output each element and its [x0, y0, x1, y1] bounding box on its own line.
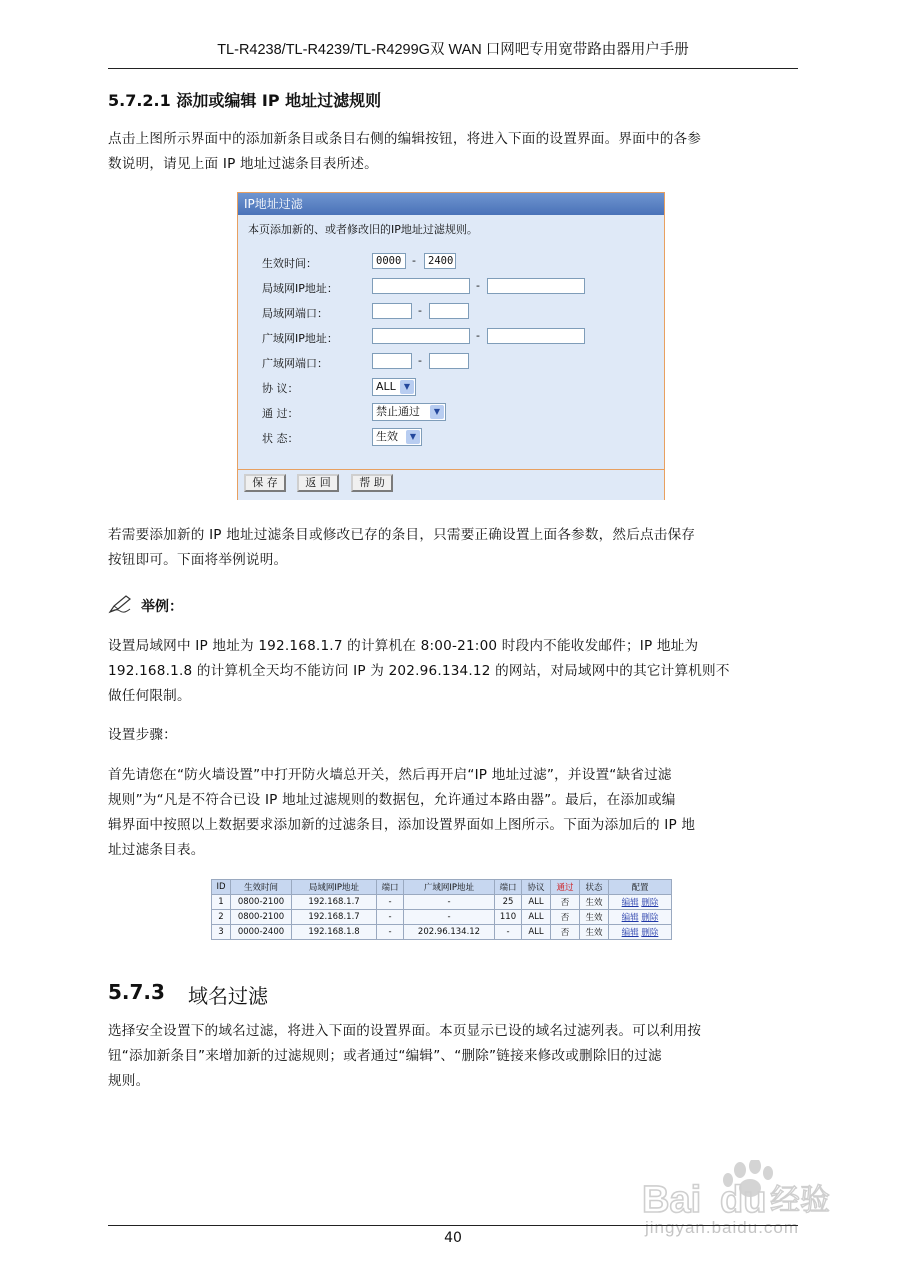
paragraph-line: 辑界面中按照以上数据要求添加新的过滤条目，添加设置界面如上图所示。下面为添加后的 IP 地	[108, 817, 696, 833]
cell-protocol: ALL	[522, 895, 551, 910]
paragraph-line: 钮“添加新条目”来增加新的过滤规则；或者通过“编辑”、“删除”链接来修改或删除旧的过滤	[108, 1048, 662, 1064]
col-protocol: 协议	[522, 880, 551, 895]
col-wan-port: 端口	[495, 880, 522, 895]
chevron-down-icon[interactable]: ▼	[400, 380, 414, 394]
lan-port-label: 局域网端口：	[262, 307, 328, 320]
section2-paragraph	[108, 1019, 798, 1094]
col-config: 配置	[609, 880, 672, 895]
paragraph-line: 做任何限制。	[108, 688, 191, 704]
cell-status: 生效	[580, 895, 609, 910]
svg-text:du: du	[720, 1179, 767, 1221]
paragraph-line: 若需要添加新的 IP 地址过滤条目或修改已存的条目，只需要正确设置上面各参数，然后点击保存	[108, 527, 696, 543]
svg-text:经验: 经验	[770, 1183, 830, 1218]
pen-icon	[108, 594, 132, 614]
col-id: ID	[212, 880, 231, 895]
cell-config	[609, 910, 672, 925]
cell-id: 1	[212, 895, 231, 910]
pass-value: 禁止通过	[376, 405, 420, 418]
form-title: IP地址过滤	[238, 193, 664, 215]
wan-ip-end-input[interactable]	[487, 328, 585, 344]
wan-port-start-input[interactable]	[372, 353, 412, 369]
cell-config	[609, 925, 672, 940]
edit-link[interactable]: 编辑	[621, 913, 639, 923]
paragraph-line: 首先请您在“防火墙设置”中打开防火墙总开关，然后再开启“IP 地址过滤”，并设置“缺省过滤	[108, 767, 672, 783]
intro-line: 数说明，请见上面 IP 地址过滤条目表所述。	[108, 156, 378, 172]
table-header-row	[212, 880, 672, 895]
cell-lan-ip: 192.168.1.8	[292, 925, 377, 940]
col-time: 生效时间	[231, 880, 292, 895]
lan-ip-label: 局域网IP地址：	[262, 282, 338, 295]
chevron-down-icon[interactable]: ▼	[430, 405, 444, 419]
cell-wan-port: 110	[495, 910, 522, 925]
cell-wan-port: 25	[495, 895, 522, 910]
ip-filter-rules-table	[211, 879, 672, 940]
example-paragraph	[108, 634, 798, 709]
footer-rule	[108, 1225, 798, 1226]
lan-port-start-input[interactable]	[372, 303, 412, 319]
cell-wan-ip: -	[404, 910, 495, 925]
steps-label: 设置步骤：	[108, 727, 177, 743]
edit-link[interactable]: 编辑	[621, 898, 639, 908]
watermark-url: jingyan.baidu.com	[645, 1218, 800, 1237]
example-label: 举例：	[141, 599, 183, 615]
intro-line: 点击上图所示界面中的添加新条目或条目右侧的编辑按钮，将进入下面的设置界面。界面中的各参	[108, 131, 702, 147]
running-header: TL-R4238/TL-R4239/TL-R4299G双 WAN 口网吧专用宽带路由器用户手册	[217, 42, 689, 58]
paragraph-line: 规则”为“凡是不符合已设 IP 地址过滤规则的数据包，允许通过本路由器”。最后，在添加或编	[108, 792, 676, 808]
svg-text:Bai: Bai	[642, 1179, 702, 1221]
section2-title: 域名过滤	[188, 984, 268, 1008]
cell-protocol: ALL	[522, 925, 551, 940]
range-separator: -	[476, 279, 480, 292]
form-footer	[238, 469, 664, 500]
status-value: 生效	[376, 430, 398, 443]
cell-id: 3	[212, 925, 231, 940]
range-separator: -	[476, 329, 480, 342]
page-number: 40	[444, 1230, 462, 1246]
protocol-label: 协 议：	[262, 382, 299, 395]
cell-pass: 否	[551, 895, 580, 910]
cell-wan-ip: 202.96.134.12	[404, 925, 495, 940]
col-wan-ip: 广域网IP地址	[404, 880, 495, 895]
lan-port-end-input[interactable]	[429, 303, 469, 319]
paragraph-line: 设置局域网中 IP 地址为 192.168.1.7 的计算机在 8:00-21:00 时段内不能收发邮件；IP 地址为	[108, 638, 699, 654]
cell-lan-port: -	[377, 910, 404, 925]
time-label: 生效时间：	[262, 257, 317, 270]
help-button[interactable]: 帮 助	[351, 474, 393, 492]
save-button[interactable]: 保 存	[244, 474, 286, 492]
range-separator: -	[412, 254, 416, 267]
range-separator: -	[418, 354, 422, 367]
section-heading: 5.7.2.1 添加或编辑 IP 地址过滤规则	[108, 91, 382, 110]
delete-link[interactable]: 删除	[641, 928, 659, 938]
form-description: 本页添加新的、或者修改旧的IP地址过滤规则。	[248, 223, 478, 236]
paragraph-line: 规则。	[108, 1073, 150, 1089]
status-select[interactable]	[372, 428, 422, 446]
header-rule	[108, 68, 798, 69]
paragraph-line: 按钮即可。下面将举例说明。	[108, 552, 288, 568]
cell-time: 0800-2100	[231, 910, 292, 925]
status-label: 状 态：	[262, 432, 299, 445]
col-status: 状态	[580, 880, 609, 895]
delete-link[interactable]: 删除	[641, 913, 659, 923]
protocol-select[interactable]	[372, 378, 416, 396]
intro-paragraph	[108, 127, 798, 177]
range-separator: -	[418, 304, 422, 317]
chevron-down-icon[interactable]: ▼	[406, 430, 420, 444]
delete-link[interactable]: 删除	[641, 898, 659, 908]
section2-number: 5.7.3	[108, 980, 165, 1004]
wan-port-label: 广域网端口：	[262, 357, 328, 370]
back-button[interactable]: 返 回	[297, 474, 339, 492]
lan-ip-start-input[interactable]	[372, 278, 470, 294]
lan-ip-end-input[interactable]	[487, 278, 585, 294]
col-pass: 通过	[551, 880, 580, 895]
cell-wan-port: -	[495, 925, 522, 940]
col-lan-port: 端口	[377, 880, 404, 895]
edit-link[interactable]: 编辑	[621, 928, 639, 938]
cell-lan-ip: 192.168.1.7	[292, 910, 377, 925]
cell-protocol: ALL	[522, 910, 551, 925]
time-start-input[interactable]: 0000	[372, 253, 406, 269]
wan-ip-label: 广域网IP地址：	[262, 332, 338, 345]
cell-config	[609, 895, 672, 910]
paragraph-line: 址过滤条目表。	[108, 842, 205, 858]
wan-port-end-input[interactable]	[429, 353, 469, 369]
cell-lan-port: -	[377, 895, 404, 910]
cell-status: 生效	[580, 925, 609, 940]
after-form-paragraph	[108, 523, 798, 573]
pass-label: 通 过：	[262, 407, 299, 420]
steps-paragraph	[108, 763, 798, 863]
cell-lan-ip: 192.168.1.7	[292, 895, 377, 910]
protocol-value: ALL	[376, 380, 396, 393]
col-lan-ip: 局域网IP地址	[292, 880, 377, 895]
section2-heading	[108, 980, 268, 1008]
cell-time: 0000-2400	[231, 925, 292, 940]
cell-time: 0800-2100	[231, 895, 292, 910]
paragraph-line: 选择安全设置下的域名过滤，将进入下面的设置界面。本页显示已设的域名过滤列表。可以利用按	[108, 1023, 702, 1039]
form-body	[238, 215, 664, 469]
table-row	[212, 895, 672, 910]
table-row	[212, 925, 672, 940]
baidu-watermark-logo	[640, 1160, 850, 1270]
pass-select[interactable]	[372, 403, 446, 421]
wan-ip-start-input[interactable]	[372, 328, 470, 344]
ip-filter-form	[237, 192, 665, 500]
time-end-input[interactable]: 2400	[424, 253, 456, 269]
cell-wan-ip: -	[404, 895, 495, 910]
cell-lan-port: -	[377, 925, 404, 940]
table-row	[212, 910, 672, 925]
cell-pass: 否	[551, 910, 580, 925]
paragraph-line: 192.168.1.8 的计算机全天均不能访问 IP 为 202.96.134.12 的网站，对局域网中的其它计算机则不	[108, 663, 730, 679]
cell-id: 2	[212, 910, 231, 925]
cell-status: 生效	[580, 910, 609, 925]
cell-pass: 否	[551, 925, 580, 940]
